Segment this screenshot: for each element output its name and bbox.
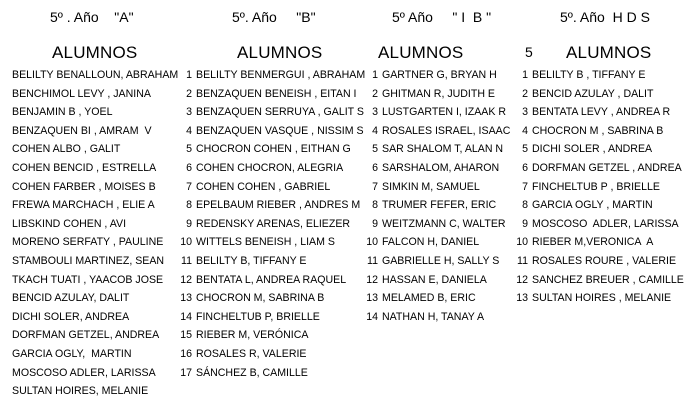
student-number: 3 — [522, 106, 528, 119]
student-name: STAMBOULI MARTINEZ, SEAN — [12, 254, 165, 267]
student-name: WEITZMANN C, WALTER — [382, 217, 506, 230]
student-name: BELILTY B , TIFFANY E — [532, 69, 646, 81]
student-row — [12, 382, 178, 401]
student-row — [12, 271, 178, 290]
student-name: RIEBER M,VERONICA A — [532, 236, 654, 249]
student-number: 6 — [372, 161, 378, 174]
student-name: FINCHELTUB P , BRIELLE — [532, 180, 660, 193]
column-header: 5º Año " I B " — [392, 9, 492, 25]
student-row — [516, 103, 684, 122]
student-row — [516, 271, 684, 290]
student-number: 1 — [186, 69, 192, 81]
student-name: BENZAQUEN VASQUE , NISSIM S — [196, 124, 364, 137]
student-row — [366, 178, 510, 197]
column-title: ALUMNOS — [566, 43, 652, 62]
student-number: 11 — [517, 254, 528, 267]
student-number: 4 — [186, 124, 192, 137]
student-name: DORFMAN GETZEL , ANDREA — [532, 161, 682, 174]
student-row — [180, 85, 365, 104]
column-title: ALUMNOS — [378, 43, 464, 62]
student-row — [366, 103, 510, 122]
student-row — [366, 159, 510, 178]
student-row — [366, 252, 510, 271]
column-title: ALUMNOS — [237, 43, 323, 62]
student-number: 2 — [372, 87, 378, 100]
student-row — [516, 196, 684, 215]
student-name: MOSCOSO ADLER, LARISSA — [532, 217, 679, 230]
student-number: 2 — [186, 87, 192, 100]
student-name: ROSALES R, VALERIE — [196, 347, 307, 360]
student-name: MORENO SERFATY , PAULINE — [12, 236, 164, 249]
student-row — [516, 178, 684, 197]
student-row — [366, 140, 510, 159]
student-row — [516, 122, 684, 141]
student-number: 13 — [366, 292, 378, 305]
student-row — [180, 271, 365, 290]
student-number: 9 — [372, 217, 378, 230]
student-number: 7 — [186, 180, 192, 193]
student-name: SANCHEZ BREUER , CAMILLE — [532, 273, 684, 286]
student-number: 16 — [180, 347, 192, 360]
student-number: 13 — [180, 292, 192, 305]
student-number: 9 — [186, 217, 192, 230]
student-name: DORFMAN GETZEL, ANDREA — [12, 329, 160, 342]
student-number: 6 — [522, 161, 528, 174]
student-name: EPELBAUM RIEBER , ANDRES M — [196, 199, 361, 212]
student-name: BENZAQUEN SERRUYA , GALIT S — [196, 106, 364, 119]
student-row — [12, 122, 178, 141]
student-number: 15 — [180, 329, 192, 342]
student-name: DICHI SOLER , ANDREA — [532, 143, 653, 156]
student-name: REDENSKY ARENAS, ELIEZER — [196, 217, 351, 230]
student-row — [180, 178, 365, 197]
student-row — [12, 159, 178, 178]
student-name: MELAMED B, ERIC — [382, 292, 476, 305]
student-number: 3 — [372, 106, 378, 119]
student-name: WITTELS BENEISH , LIAM S — [196, 236, 335, 249]
student-name: CHOCRON M, SABRINA B — [196, 292, 325, 305]
student-row — [366, 215, 510, 234]
student-row — [180, 103, 365, 122]
column-header: 5º. Año "B" — [232, 9, 316, 25]
student-name: CHOCRON COHEN , EITHAN G — [196, 143, 351, 156]
student-number: 10 — [366, 236, 378, 249]
student-name: BENCHIMOL LEVY , JANINA — [12, 87, 151, 100]
student-row — [366, 233, 510, 252]
student-name: ROSALES ROURE , VALERIE — [532, 254, 677, 267]
student-row — [12, 103, 178, 122]
student-row — [12, 345, 178, 364]
student-number: 17 — [180, 366, 192, 379]
student-row — [12, 85, 178, 104]
student-row — [12, 364, 178, 383]
student-row — [516, 66, 684, 85]
student-row — [180, 140, 365, 159]
student-name: COHEN BENCID , ESTRELLA — [12, 161, 157, 174]
student-number: 7 — [372, 180, 378, 193]
student-row — [180, 308, 365, 327]
student-row — [366, 85, 510, 104]
student-row — [12, 178, 178, 197]
student-row — [12, 215, 178, 234]
student-name: GARTNER G, BRYAN H — [382, 69, 497, 81]
student-row — [12, 233, 178, 252]
student-row — [180, 215, 365, 234]
student-list — [12, 66, 178, 401]
student-row — [180, 345, 365, 364]
student-name: BENTATA L, ANDREA RAQUEL — [196, 273, 347, 286]
student-number: 14 — [180, 310, 192, 323]
student-row — [180, 159, 365, 178]
student-name: FINCHELTUB P, BRIELLE — [196, 310, 320, 323]
student-row — [516, 159, 684, 178]
student-name: SAR SHALOM T, ALAN N — [382, 143, 504, 156]
student-name: MOSCOSO ADLER, LARISSA — [12, 366, 156, 379]
student-number: 11 — [181, 254, 192, 267]
student-name: GARCIA OGLY , MARTIN — [532, 199, 653, 212]
student-name: COHEN COHEN , GABRIEL — [196, 180, 331, 193]
student-row — [12, 289, 178, 308]
student-name: BENZAQUEN BENEISH , EITAN I — [196, 87, 357, 100]
student-number: 6 — [186, 161, 192, 174]
student-row — [12, 196, 178, 215]
student-row — [366, 308, 510, 327]
student-row — [12, 140, 178, 159]
student-number: 12 — [180, 273, 192, 286]
student-name: TRUMER FEFER, ERIC — [382, 199, 497, 212]
student-name: SIMKIN M, SAMUEL — [382, 180, 480, 193]
student-number: 13 — [516, 292, 528, 305]
student-name: BELILTY BENALLOUN, ABRAHAM — [12, 69, 179, 81]
student-row — [180, 252, 365, 271]
student-row — [516, 85, 684, 104]
student-name: RIEBER M, VERÓNICA — [196, 329, 309, 342]
student-name: BENCID AZULAY, DALIT — [12, 292, 130, 305]
student-name: BELILTY B, TIFFANY E — [196, 254, 307, 267]
student-row — [366, 271, 510, 290]
student-number: 9 — [522, 217, 528, 230]
student-list — [366, 66, 510, 326]
student-name: BENTATA LEVY , ANDREA R — [532, 106, 671, 119]
student-number: 7 — [522, 180, 528, 193]
student-row — [180, 326, 365, 345]
student-name: LIBSKIND COHEN , AVI — [12, 217, 127, 230]
student-name: SARSHALOM, AHARON — [382, 161, 500, 174]
student-name: FREWA MARCHACH , ELIE A — [12, 199, 155, 212]
student-name: FALCON H, DANIEL — [382, 236, 480, 249]
student-row — [516, 289, 684, 308]
student-name: CHOCRON M , SABRINA B — [532, 124, 664, 137]
student-name: TKACH TUATI , YAACOB JOSE — [12, 273, 164, 286]
student-number: 8 — [186, 199, 192, 212]
student-row — [180, 66, 365, 85]
student-row — [366, 66, 510, 85]
student-name: BELILTY BENMERGUI , ABRAHAM — [196, 69, 366, 81]
student-name: BENZAQUEN BI , AMRAM V — [12, 124, 152, 137]
student-row — [180, 289, 365, 308]
student-name: NATHAN H, TANAY A — [382, 310, 485, 323]
student-row — [12, 252, 178, 271]
student-number: 3 — [186, 106, 192, 119]
student-list — [516, 66, 684, 308]
column-header: 5º. Año H D S — [560, 9, 650, 25]
student-number: 2 — [522, 87, 528, 100]
student-number: 4 — [372, 124, 378, 137]
student-number: 5 — [186, 143, 192, 156]
student-row — [180, 364, 365, 383]
student-number: 1 — [522, 69, 528, 81]
student-number: 8 — [372, 199, 378, 212]
student-name: HASSAN E, DANIELA — [382, 273, 487, 286]
student-row — [180, 233, 365, 252]
student-row — [366, 196, 510, 215]
student-name: COHEN ALBO , GALIT — [12, 143, 121, 156]
student-row — [12, 308, 178, 327]
column-header: 5º . Año "A" — [50, 9, 134, 25]
student-row — [180, 122, 365, 141]
student-row — [366, 289, 510, 308]
student-name: BENJAMIN B , YOEL — [12, 106, 113, 119]
student-row — [516, 140, 684, 159]
student-row — [516, 215, 684, 234]
student-number: 8 — [522, 199, 528, 212]
student-name: COHEN CHOCRON, ALEGRIA — [196, 161, 344, 174]
student-name: LUSTGARTEN I, IZAAK R — [382, 106, 507, 119]
student-row — [516, 233, 684, 252]
student-row — [12, 66, 178, 85]
student-name: ROSALES ISRAEL, ISAAC — [382, 124, 511, 137]
student-row — [180, 196, 365, 215]
stray-mark: 5 — [525, 44, 533, 60]
student-number: 4 — [522, 124, 528, 137]
student-name: GARCIA OGLY, MARTIN — [12, 347, 132, 360]
student-number: 12 — [366, 273, 378, 286]
student-number: 12 — [516, 273, 528, 286]
student-name: BENCID AZULAY , DALIT — [532, 87, 654, 100]
student-name: COHEN FARBER , MOISES B — [12, 180, 156, 193]
student-name: SULTAN HOIRES , MELANIE — [532, 292, 672, 305]
student-number: 10 — [516, 236, 528, 249]
student-row — [366, 122, 510, 141]
student-number: 11 — [367, 254, 378, 267]
student-name: SULTAN HOIRES, MELANIE — [12, 385, 149, 398]
column-title: ALUMNOS — [52, 43, 138, 62]
student-row — [12, 326, 178, 345]
student-number: 14 — [366, 310, 378, 323]
student-list — [180, 66, 365, 382]
student-name: SÁNCHEZ B, CAMILLE — [196, 366, 308, 379]
student-number: 5 — [372, 143, 378, 156]
student-number: 1 — [372, 69, 378, 81]
student-name: GABRIELLE H, SALLY S — [382, 254, 500, 267]
student-number: 10 — [180, 236, 192, 249]
student-name: GHITMAN R, JUDITH E — [382, 87, 495, 100]
student-name: DICHI SOLER, ANDREA — [12, 310, 130, 323]
student-row — [516, 252, 684, 271]
student-number: 5 — [522, 143, 528, 156]
